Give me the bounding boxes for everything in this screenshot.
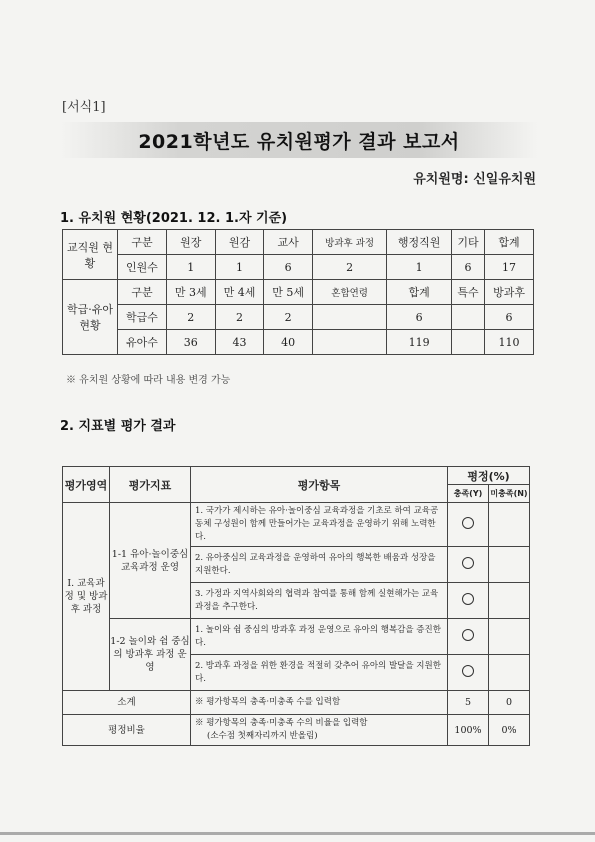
- ratio-label: 평정비율: [63, 715, 191, 746]
- cell: 2: [166, 305, 215, 330]
- header-no: 미충족(N): [489, 485, 530, 503]
- cell: 기타: [451, 230, 484, 255]
- cell: 40: [264, 330, 313, 355]
- class-label: 학급·유아 현황: [63, 280, 118, 355]
- no-mark: [489, 619, 530, 655]
- ratio-yes: 100%: [448, 715, 489, 746]
- header-indicator: 평가지표: [110, 467, 191, 503]
- section1-heading: 1. 유치원 현황(2021. 12. 1.자 기준): [60, 211, 288, 226]
- cell: [313, 305, 387, 330]
- staff-label: 교직원 현황: [63, 230, 118, 280]
- kindergarten-name: 유치원명: 신일유치원: [413, 172, 536, 187]
- cell: 행정직원: [387, 230, 452, 255]
- document-title: 2021학년도 유치원평가 결과 보고서: [138, 131, 460, 153]
- cell: 합계: [387, 280, 452, 305]
- circle-mark-icon: [462, 557, 474, 569]
- section2-heading: 2. 지표별 평가 결과: [60, 419, 176, 434]
- cell: 구분: [118, 230, 167, 255]
- cell: 6: [387, 305, 452, 330]
- yes-mark: [448, 619, 489, 655]
- cell: 학급수: [118, 305, 167, 330]
- subtotal-note: ※ 평가항목의 충족·미충족 수를 입력함: [191, 691, 448, 715]
- cell: 1: [387, 255, 452, 280]
- cell: [451, 305, 484, 330]
- cell: 유아수: [118, 330, 167, 355]
- cell: 36: [166, 330, 215, 355]
- cell: 2: [313, 255, 387, 280]
- cell: 6: [451, 255, 484, 280]
- cell: 만 5세: [264, 280, 313, 305]
- no-mark: [489, 583, 530, 619]
- yes-mark: [448, 655, 489, 691]
- area-name: Ⅰ. 교육과정 및 방과후 과정: [63, 503, 110, 691]
- eval-item: 1. 국가가 제시하는 유아·놀이중심 교육과정을 기초로 하여 교육공동체 구성원이 함께 만들어가는 교육과정을 운영하기 위해 노력한다.: [191, 503, 448, 547]
- cell: 특수: [451, 280, 484, 305]
- indicator-2: 1-2 놀이와 쉼 중심의 방과후 과정 운영: [110, 619, 191, 691]
- yes-mark: [448, 503, 489, 547]
- subtotal-no: 0: [489, 691, 530, 715]
- subtotal-yes: 5: [448, 691, 489, 715]
- indicator-1: 1-1 유아·놀이중심 교육과정 운영: [110, 503, 191, 619]
- cell: 만 3세: [166, 280, 215, 305]
- circle-mark-icon: [462, 517, 474, 529]
- ratio-note-line1: ※ 평가항목의 충족·미충족 수의 비율을 입력함: [195, 718, 368, 728]
- cell: 119: [387, 330, 452, 355]
- cell: 혼합연령: [313, 280, 387, 305]
- status-table: [62, 229, 534, 355]
- no-mark: [489, 655, 530, 691]
- eval-item: 2. 방과후 과정을 위한 환경을 적절히 갖추어 유아의 발달을 지원한다.: [191, 655, 448, 691]
- form-number: [서식1]: [62, 100, 106, 115]
- cell: 6: [264, 255, 313, 280]
- cell: 방과후 과정: [313, 230, 387, 255]
- cell: 6: [485, 305, 534, 330]
- cell: 만 4세: [215, 280, 264, 305]
- cell: 구분: [118, 280, 167, 305]
- cell: 인원수: [118, 255, 167, 280]
- no-mark: [489, 547, 530, 583]
- eval-item: 1. 놀이와 쉼 중심의 방과후 과정 운영으로 유아의 행복감을 증진한다.: [191, 619, 448, 655]
- cell: 110: [485, 330, 534, 355]
- cell: 합계: [485, 230, 534, 255]
- cell: 교사: [264, 230, 313, 255]
- evaluation-table: [62, 466, 530, 746]
- header-area: 평가영역: [63, 467, 110, 503]
- cell: 2: [215, 305, 264, 330]
- circle-mark-icon: [462, 629, 474, 641]
- cell: 방과후: [485, 280, 534, 305]
- cell: [451, 330, 484, 355]
- eval-item: 2. 유아중심의 교육과정을 운영하여 유아의 행복한 배움과 성장을 지원한다.: [191, 547, 448, 583]
- no-mark: [489, 503, 530, 547]
- status-note: ※ 유치원 상황에 따라 내용 변경 가능: [66, 375, 231, 386]
- subtotal-label: 소계: [63, 691, 191, 715]
- eval-item: 3. 가정과 지역사회와의 협력과 참여를 통해 함께 실현해가는 교육과정을 추구한다.: [191, 583, 448, 619]
- ratio-note-line2: (소수점 첫째자리까지 반올림): [207, 731, 318, 741]
- yes-mark: [448, 547, 489, 583]
- cell: 2: [264, 305, 313, 330]
- cell: 1: [166, 255, 215, 280]
- scan-edge: [0, 832, 595, 835]
- ratio-note: [191, 715, 448, 746]
- circle-mark-icon: [462, 665, 474, 677]
- cell: 원장: [166, 230, 215, 255]
- circle-mark-icon: [462, 593, 474, 605]
- ratio-no: 0%: [489, 715, 530, 746]
- cell: [313, 330, 387, 355]
- cell: 43: [215, 330, 264, 355]
- yes-mark: [448, 583, 489, 619]
- cell: 1: [215, 255, 264, 280]
- cell: 17: [485, 255, 534, 280]
- header-items: 평가항목: [191, 467, 448, 503]
- header-yes: 충족(Y): [448, 485, 489, 503]
- header-rating: 평정(%): [448, 467, 530, 485]
- cell: 원감: [215, 230, 264, 255]
